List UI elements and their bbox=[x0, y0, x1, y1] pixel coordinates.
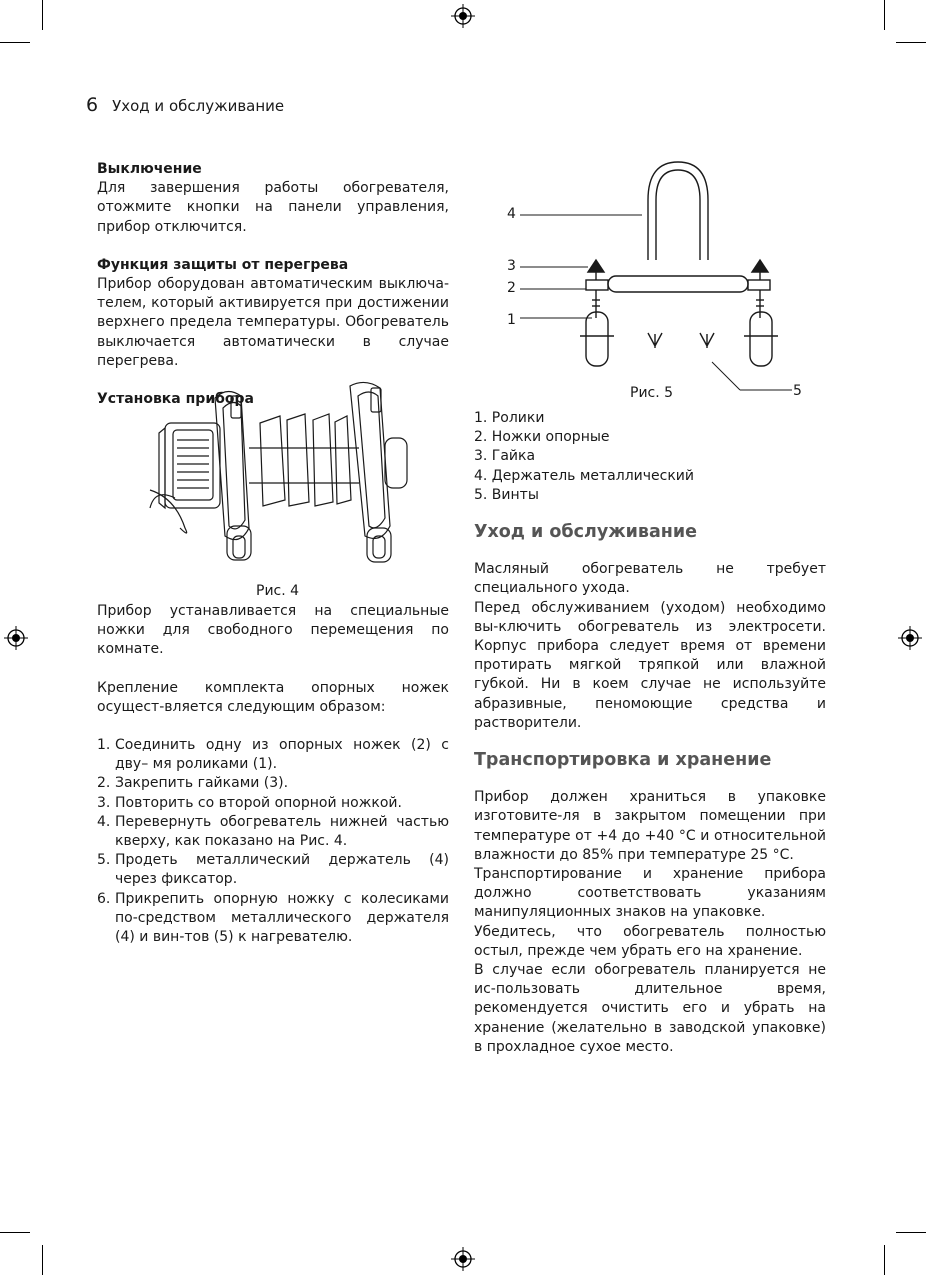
install-heading: Установка прибора bbox=[97, 391, 254, 408]
switch-off-heading: Выключение bbox=[97, 161, 202, 177]
crop-mark bbox=[884, 1245, 885, 1275]
crop-mark bbox=[896, 42, 926, 43]
left-column-bottom bbox=[97, 602, 449, 947]
transport-heading: Транспортировка и хранение bbox=[474, 750, 772, 771]
right-column bbox=[474, 409, 826, 1057]
callout-label: 5 bbox=[793, 383, 802, 399]
crop-mark bbox=[0, 42, 30, 43]
list-item: 6. Прикрепить опорную ножку с колесиками по-средством металлического держателя (4) и вин-тов (5) к нагревателю. bbox=[97, 890, 449, 946]
figure-4-caption: Рис. 4 bbox=[256, 583, 300, 599]
install-steps-list bbox=[97, 736, 449, 947]
parts-list bbox=[474, 409, 826, 505]
overheat-text: Прибор оборудован автоматическим выключа-телем, который активируется при достижении верхнего предела температуры. Обогреватель выключается автоматически в случае перегрева. bbox=[97, 276, 449, 369]
header-title: Уход и обслуживание bbox=[112, 97, 285, 115]
list-item: 2. Ножки опорные bbox=[474, 429, 610, 446]
callout-label: 2 bbox=[507, 280, 516, 296]
care-text-2: Перед обслуживанием (уходом) необходимо вы-ключить обогреватель из электросети. Корпус прибора следует время от времени протирать мягкой тряпкой или влажной губкой. Ни в коем случае не используйте абразивные, пеномоющие средства и растворители. bbox=[474, 599, 826, 731]
registration-mark-icon bbox=[451, 1247, 475, 1271]
registration-mark-icon bbox=[4, 626, 28, 650]
list-item: 2. Закрепить гайками (3). bbox=[97, 775, 289, 792]
crop-mark bbox=[896, 1232, 926, 1233]
registration-mark-icon bbox=[898, 626, 922, 650]
transport-text-4: В случае если обогреватель планируется не ис-пользовать длительное время, рекомендуется очистить его и убрать на хранение (желательно в заводской упаковке) в прохладное сухое место. bbox=[474, 962, 826, 1055]
registration-mark-icon bbox=[451, 4, 475, 28]
callout-label: 1 bbox=[507, 312, 516, 328]
install-text-1: Прибор устанавливается на специальные ножки для свободного перемещения по комнате. bbox=[97, 603, 449, 658]
install-text-2: Крепление комплекта опорных ножек осущест-вляется следующим образом: bbox=[97, 679, 449, 715]
list-item: 1. Соединить одну из опорных ножек (2) с дву– мя роликами (1). bbox=[97, 737, 449, 773]
running-header bbox=[86, 94, 284, 116]
list-item: 4. Держатель металлический bbox=[474, 467, 694, 484]
callout-label: 4 bbox=[507, 206, 516, 222]
list-item: 5. Винты bbox=[474, 486, 539, 503]
crop-mark bbox=[0, 1232, 30, 1233]
transport-text-1: Прибор должен храниться в упаковке изготовите-ля в закрытом помещении при температуре от +4 до +40 °С и относительной влажности до 85% при температуре 25 °С. bbox=[474, 789, 826, 863]
list-item: 3. Гайка bbox=[474, 448, 536, 465]
overheat-heading: Функция защиты от перегрева bbox=[97, 256, 349, 273]
figure-5-caption: Рис. 5 bbox=[630, 385, 674, 401]
list-item: 3. Повторить со второй опорной ножкой. bbox=[97, 794, 402, 811]
crop-mark bbox=[42, 0, 43, 30]
care-heading: Уход и обслуживание bbox=[474, 522, 698, 543]
list-item: 4. Перевернуть обогреватель нижней частью кверху, как показано на Рис. 4. bbox=[97, 813, 449, 850]
heater-figure-illustration bbox=[145, 378, 415, 576]
callout-label: 3 bbox=[507, 258, 516, 274]
crop-mark bbox=[42, 1245, 43, 1275]
switch-off-text: Для завершения работы обогревателя, отожмите кнопки на панели управления, прибор отключится. bbox=[97, 180, 449, 235]
transport-text-3: Убедитесь, что обогреватель полностью остыл, прежде чем убрать его на хранение. bbox=[474, 923, 826, 959]
left-column-top bbox=[97, 160, 449, 409]
care-text-1: Масляный обогреватель не требует специального ухода. bbox=[474, 561, 826, 597]
page-number: 6 bbox=[86, 94, 99, 116]
list-item: 5. Продеть металлический держатель (4) через фиксатор. bbox=[97, 852, 449, 888]
leg-assembly-diagram bbox=[500, 150, 810, 400]
transport-text-2: Транспортирование и хранение прибора должно соответствовать указаниям манипуляционных знаков на упаковке. bbox=[474, 866, 826, 921]
list-item: 1. Ролики bbox=[474, 410, 545, 426]
crop-mark bbox=[884, 0, 885, 30]
